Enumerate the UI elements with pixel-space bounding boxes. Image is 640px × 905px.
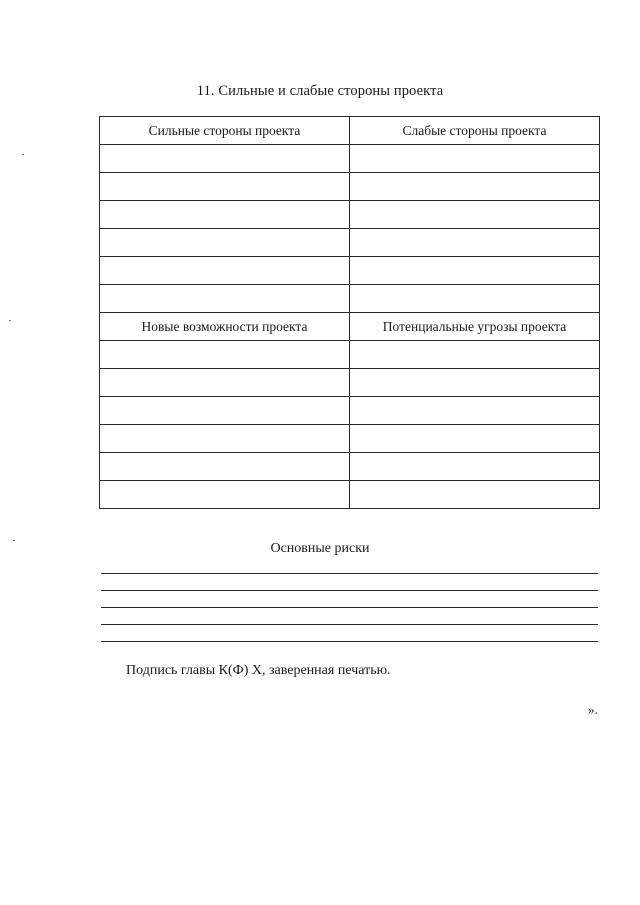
- table-row: [100, 369, 600, 397]
- table-cell: [350, 397, 600, 425]
- closing-quote: ».: [588, 702, 598, 717]
- risk-line: [101, 607, 598, 608]
- table-cell: [350, 229, 600, 257]
- table-cell: [350, 285, 600, 313]
- table-row: [100, 341, 600, 369]
- table-cell: [100, 341, 350, 369]
- table-cell: [100, 173, 350, 201]
- scan-speck: [22, 154, 24, 155]
- table-cell: [100, 397, 350, 425]
- table-row: [100, 201, 600, 229]
- table-row: [100, 285, 600, 313]
- table-cell: [350, 425, 600, 453]
- scan-speck: [13, 540, 15, 541]
- risks-title: Основные риски: [270, 541, 370, 556]
- table-cell: [100, 453, 350, 481]
- table-row: [100, 425, 600, 453]
- table-cell: [350, 369, 600, 397]
- table-cell: [350, 145, 600, 173]
- table-cell: [350, 453, 600, 481]
- table-cell: [100, 201, 350, 229]
- table-cell: [100, 145, 350, 173]
- table-cell: [350, 201, 600, 229]
- table-row: [100, 173, 600, 201]
- table-row: [100, 397, 600, 425]
- table-row: [100, 313, 600, 341]
- table-cell: [350, 173, 600, 201]
- table-row: [100, 229, 600, 257]
- table-cell: [350, 481, 600, 509]
- page-title: 11. Сильные и слабые стороны проекта: [196, 83, 444, 99]
- table-row: [100, 145, 600, 173]
- weaknesses-header: Слабые стороны проекта: [350, 117, 600, 145]
- signature-caption: Подпись главы К(Ф) Х, заверенная печатью.: [126, 663, 391, 678]
- table-cell: [100, 285, 350, 313]
- table-cell: [350, 341, 600, 369]
- table-row: [100, 481, 600, 509]
- threats-header: Потенциальные угрозы проекта: [350, 313, 600, 341]
- table-cell: [100, 369, 350, 397]
- table-row: [100, 257, 600, 285]
- table-cell: [100, 425, 350, 453]
- opportunities-header: Новые возможности проекта: [100, 313, 350, 341]
- table-cell: [350, 257, 600, 285]
- risk-line: [101, 624, 598, 625]
- scan-speck: [9, 320, 11, 321]
- strengths-header: Сильные стороны проекта: [100, 117, 350, 145]
- risk-line: [101, 641, 598, 642]
- table-row: [100, 453, 600, 481]
- table-cell: [100, 257, 350, 285]
- risk-line: [101, 590, 598, 591]
- table-cell: [100, 229, 350, 257]
- table-row: [100, 117, 600, 145]
- risk-line: [101, 573, 598, 574]
- swot-table: [99, 116, 600, 509]
- table-cell: [100, 481, 350, 509]
